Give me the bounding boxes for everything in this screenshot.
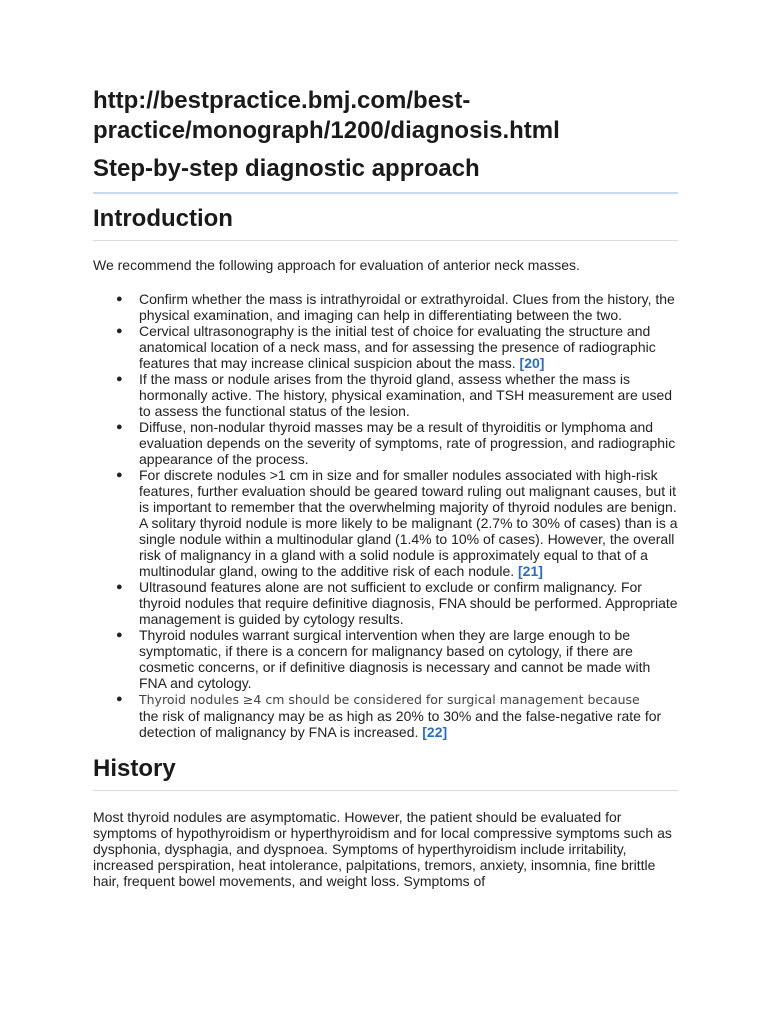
bullet-text: the risk of malignancy may be as high as 20% to 30% and the false-negative rate for detection of malignancy by FNA is increased. bbox=[139, 708, 662, 740]
bullet-dot-icon: ● bbox=[116, 293, 123, 305]
bullet-text: For discrete nodules >1 cm in size and for smaller nodules associated with high-risk features, further evaluation should be geared toward ruling out malignant causes, but it is important to remember that the overwhelming majority of thyroid nodules are benign. A solitary thyroid nodule is more likely to be malignant (2.7% to 30% of cases) than is a single nodule within a multinodular gland (1.4% to 10% of cases). However, the overall risk of malignancy in a gland with a solid nodule is approximately equal to that of a multinodular gland, owing to the additive risk of each nodule. bbox=[139, 467, 678, 579]
introduction-paragraph: We recommend the following approach for evaluation of anterior neck masses. bbox=[93, 257, 580, 273]
bullet-item bbox=[93, 691, 678, 740]
bullet-item bbox=[93, 579, 678, 627]
bullet-text: If the mass or nodule arises from the thyroid gland, assess whether the mass is hormonally active. The history, physical examination, and TSH measurement are used to assess the functional status of the lesion. bbox=[139, 371, 673, 419]
url-title-line-2: practice/monograph/1200/diagnosis.html bbox=[93, 117, 560, 144]
bullet-item bbox=[93, 419, 678, 467]
url-title bbox=[93, 86, 678, 146]
bullet-item bbox=[93, 467, 678, 579]
bullet-dot-icon: ● bbox=[116, 693, 123, 705]
bullet-dot-icon: ● bbox=[116, 325, 123, 337]
bullet-dot-icon: ● bbox=[116, 373, 123, 385]
bullet-dot-icon: ● bbox=[116, 581, 123, 593]
bullet-item bbox=[93, 323, 678, 371]
reference-link-21[interactable]: [21] bbox=[518, 563, 543, 579]
url-title-line-1: http://bestpractice.bmj.com/best- bbox=[93, 87, 471, 114]
history-heading: History bbox=[93, 755, 176, 782]
history-divider bbox=[93, 790, 678, 791]
bullet-text: Ultrasound features alone are not sufficient to exclude or confirm malignancy. For thyroid nodules that require definitive diagnosis, FNA should be performed. Appropriate management is guided by cytology results. bbox=[139, 579, 678, 627]
bullet-item bbox=[93, 627, 678, 691]
introduction-heading: Introduction bbox=[93, 205, 233, 232]
bullet-text: Confirm whether the mass is intrathyroidal or extrathyroidal. Clues from the history, the physical examination, and imaging can help in differentiating between the two. bbox=[139, 291, 675, 323]
reference-link-22[interactable]: [22] bbox=[422, 724, 448, 740]
introduction-bullet-list bbox=[93, 291, 678, 740]
bullet-item bbox=[93, 291, 678, 323]
bullet-item bbox=[93, 371, 678, 419]
bullet-dot-icon: ● bbox=[116, 469, 123, 481]
introduction-divider bbox=[93, 240, 678, 241]
bullet-text-first-line: Thyroid nodules ≥4 cm should be considered for surgical management because bbox=[139, 692, 640, 707]
bullet-text: Cervical ultrasonography is the initial test of choice for evaluating the structure and anatomical location of a neck mass, and for assessing the presence of radiographic features that may increase clinical suspicion about the mass. bbox=[139, 323, 656, 371]
bullet-dot-icon: ● bbox=[116, 629, 123, 641]
bullet-text: Diffuse, non-nodular thyroid masses may be a result of thyroiditis or lymphoma and evaluation depends on the severity of symptoms, rate of progression, and radiographic appearance of the process. bbox=[139, 419, 676, 467]
section-divider bbox=[93, 192, 678, 194]
bullet-dot-icon: ● bbox=[116, 421, 123, 433]
document-page bbox=[93, 86, 678, 889]
bullet-text: Thyroid nodules warrant surgical intervention when they are large enough to be symptomatic, if there is a concern for malignancy based on cytology, if there are cosmetic concerns, or if definitive diagnosis is necessary and cannot be made with FNA and cytology. bbox=[139, 627, 651, 691]
section-title: Step-by-step diagnostic approach bbox=[93, 155, 480, 182]
reference-link-20[interactable]: [20] bbox=[519, 355, 545, 371]
history-paragraph: Most thyroid nodules are asymptomatic. However, the patient should be evaluated for symptoms of hypothyroidism or hyperthyroidism and for local compressive symptoms such as dysphonia, dysphagia, and dyspnoea. Symptoms of hyperthyroidism include irritability, increased perspiration, heat intolerance, palpitations, tremors, anxiety, insomnia, fine brittle hair, frequent bowel movements, and weight loss. Symptoms of bbox=[93, 809, 672, 889]
